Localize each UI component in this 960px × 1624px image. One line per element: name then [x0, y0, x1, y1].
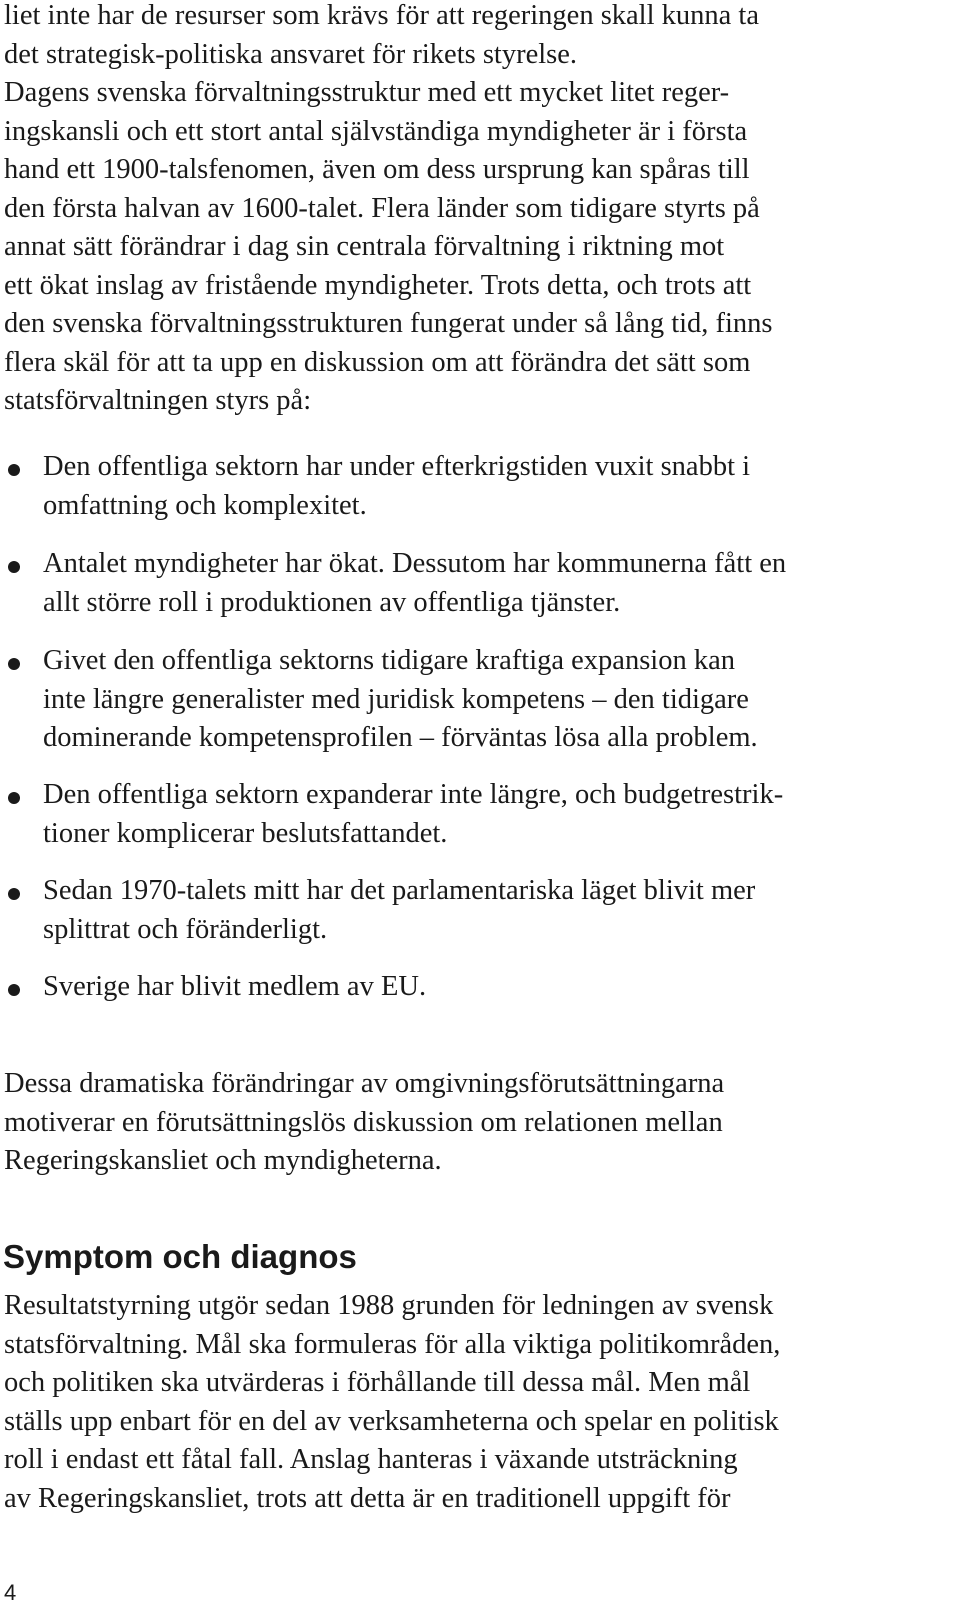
list-item-text: Sedan 1970-talets mitt har det parlamentariska läget blivit mer splittrat och föränderligt. — [43, 875, 756, 945]
section-heading: Symptom och diagnos — [3, 1238, 357, 1275]
list-item-text: Sverige har blivit medlem av EU. — [43, 971, 427, 1002]
list-item-text: Antalet myndigheter har ökat. Dessutom har kommunerna fått en allt större roll i produktionen av offentliga tjänster. — [43, 548, 787, 618]
section-paragraph: Resultatstyrning utgör sedan 1988 grunden för ledningen av svensk statsförvaltning. Mål ska formuleras för alla viktiga politikområden, och politiken ska utvärderas i förhållande till dessa mål. Men mål ställs upp enbart för en del av verksamheterna och spelar en politisk roll i endast ett fåtal fall. Anslag hanteras i växande utsträckning av Regeringskansliet, trots att detta är en traditionell uppgift för — [4, 1290, 781, 1514]
bullet-icon — [8, 984, 20, 996]
bullet-icon — [8, 792, 20, 804]
bullet-icon — [8, 888, 20, 900]
bullet-icon — [8, 658, 20, 670]
intro-paragraph: liet inte har de resurser som krävs för att regeringen skall kunna ta det strategisk-politiska ansvaret för rikets styrelse. Dagens svenska förvaltningsstruktur med ett mycket litet reger- ingskansli och ett stort antal självständiga myndigheter är i första hand ett 1900-talsfenomen, även om dess ursprung kan spåras till den första halvan av 1600-talet. Flera länder som tidigare styrts på annat sätt förändrar i dag sin centrala förvaltning i riktning mot ett ökat inslag av fristående myndigheter. Trots detta, och trots att den svenska förvaltningsstrukturen fungerat under så lång tid, finns flera skäl för att ta upp en diskussion om att förändra det sätt som statsförvaltningen styrs på: — [4, 0, 773, 416]
bullet-icon — [8, 561, 20, 573]
list-item-text: Den offentliga sektorn har under efterkrigstiden vuxit snabbt i omfattning och komplexitet. — [43, 451, 751, 521]
conclusion-paragraph: Dessa dramatiska förändringar av omgivningsförutsättningarna motiverar en förutsättningslös diskussion om relationen mellan Regeringskansliet och myndigheterna. — [4, 1068, 725, 1176]
list-item-text: Den offentliga sektorn expanderar inte längre, och budgetrestrik- tioner komplicerar beslutsfattandet. — [43, 779, 784, 849]
page-number: 4 — [4, 1580, 17, 1605]
bullet-icon — [8, 464, 20, 476]
list-item-text: Givet den offentliga sektorns tidigare kraftiga expansion kan inte längre generalister med juridisk kompetens – den tidigare dominerande kompetensprofilen – förväntas lösa alla problem. — [43, 645, 758, 753]
